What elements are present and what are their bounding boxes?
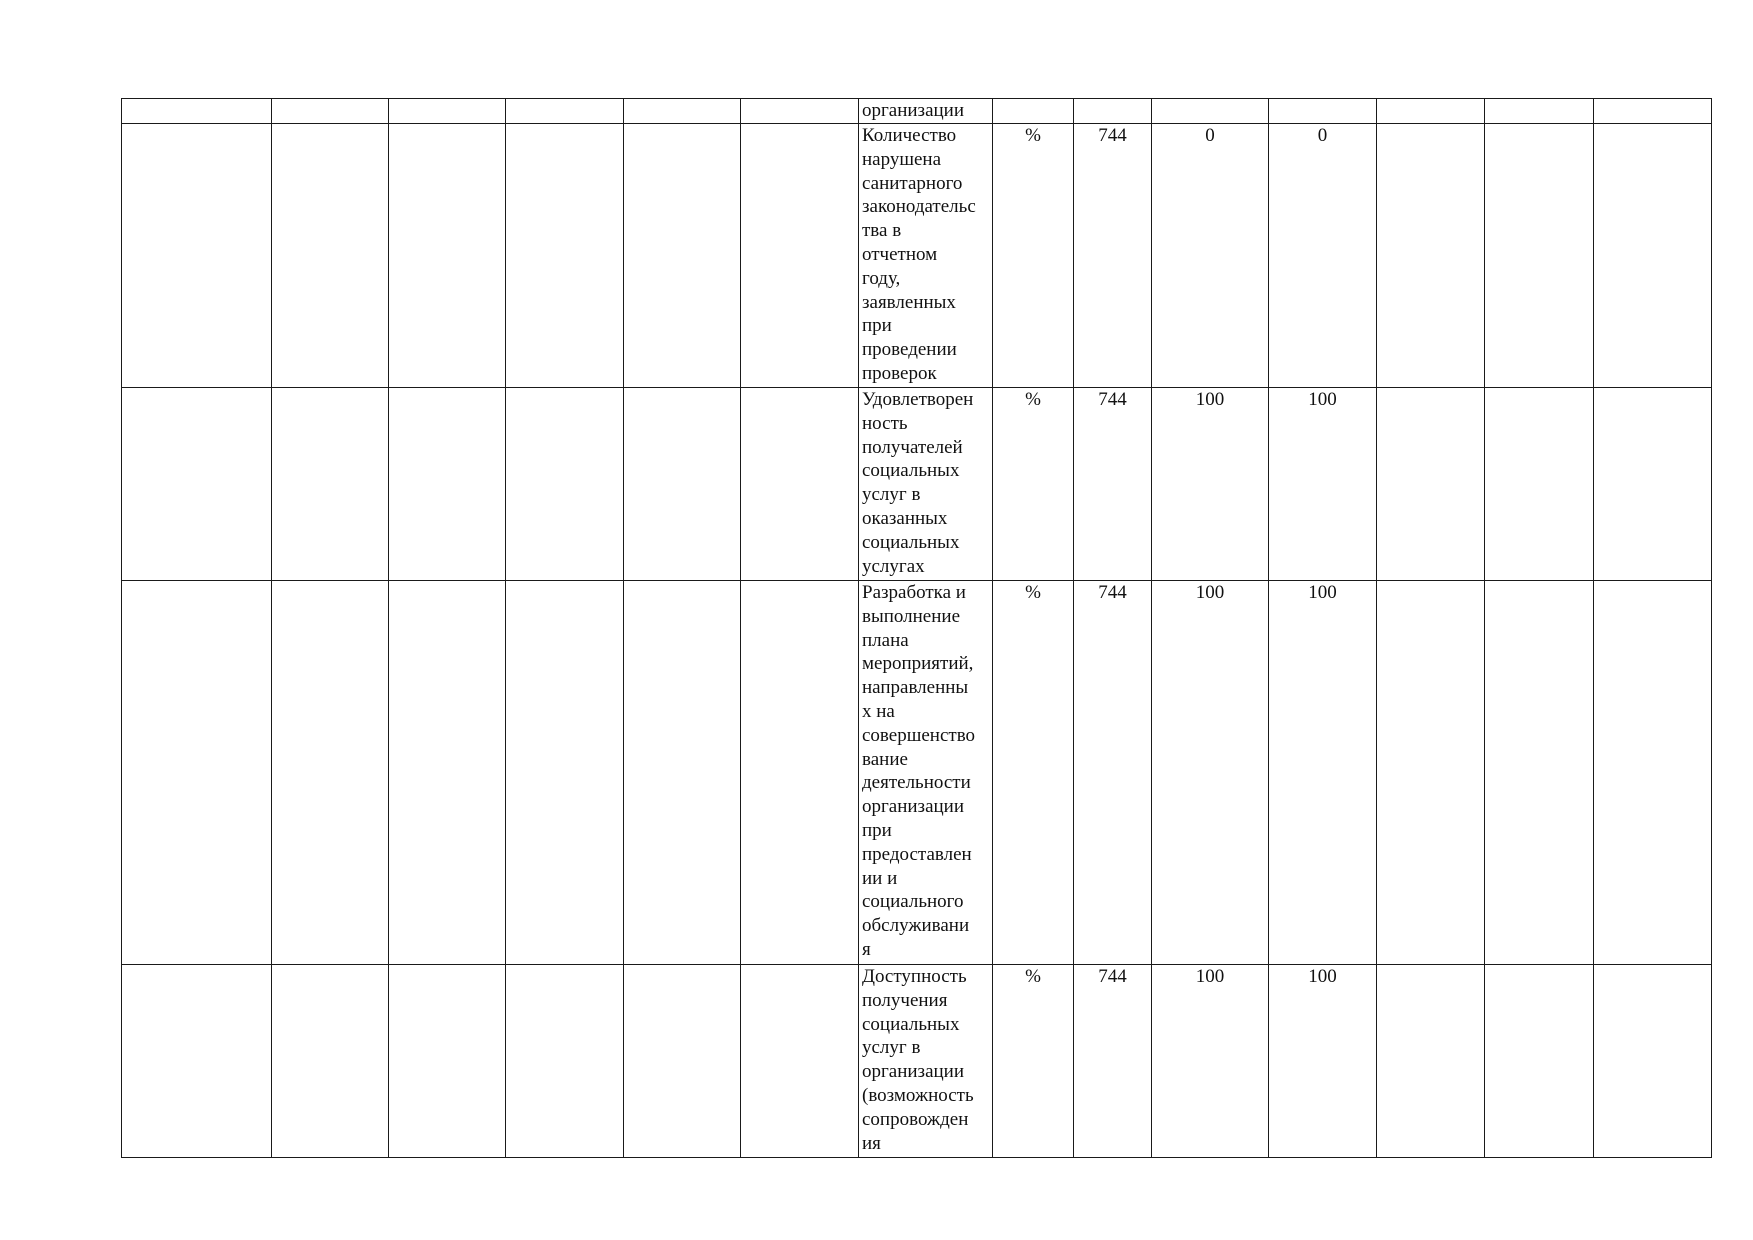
empty-cell bbox=[122, 581, 272, 965]
value-a-cell: 100 bbox=[1152, 965, 1269, 1158]
empty-cell bbox=[741, 965, 859, 1158]
unit-cell: % bbox=[993, 388, 1074, 581]
value-b-cell: 100 bbox=[1269, 581, 1377, 965]
unit-cell: % bbox=[993, 124, 1074, 388]
empty-cell bbox=[272, 581, 389, 965]
empty-cell bbox=[624, 99, 741, 124]
empty-cell bbox=[272, 124, 389, 388]
empty-cell bbox=[389, 99, 506, 124]
empty-cell bbox=[506, 388, 624, 581]
empty-cell bbox=[122, 965, 272, 1158]
empty-cell bbox=[272, 388, 389, 581]
empty-cell bbox=[1377, 124, 1485, 388]
empty-cell bbox=[1377, 388, 1485, 581]
empty-cell bbox=[389, 124, 506, 388]
empty-cell bbox=[389, 965, 506, 1158]
value-a-cell bbox=[1152, 99, 1269, 124]
code-cell bbox=[1074, 99, 1152, 124]
table-row bbox=[122, 124, 1712, 388]
empty-cell bbox=[1485, 99, 1594, 124]
unit-cell: % bbox=[993, 581, 1074, 965]
empty-cell bbox=[506, 99, 624, 124]
table-row bbox=[122, 581, 1712, 965]
value-a-cell: 100 bbox=[1152, 581, 1269, 965]
indicator-name-cell: Количество нарушена санитарного законодательс тва в отчетном году, заявленных при проведении проверок bbox=[859, 124, 993, 388]
empty-cell bbox=[1594, 581, 1712, 965]
empty-cell bbox=[624, 965, 741, 1158]
empty-cell bbox=[1485, 388, 1594, 581]
indicator-name-cell: Удовлетворен ность получателей социальных услуг в оказанных социальных услугах bbox=[859, 388, 993, 581]
indicator-name-cell: организации bbox=[859, 99, 993, 124]
value-b-cell: 100 bbox=[1269, 388, 1377, 581]
unit-cell bbox=[993, 99, 1074, 124]
code-cell: 744 bbox=[1074, 124, 1152, 388]
empty-cell bbox=[389, 388, 506, 581]
empty-cell bbox=[506, 124, 624, 388]
empty-cell bbox=[389, 581, 506, 965]
empty-cell bbox=[624, 581, 741, 965]
indicator-name-cell: Разработка и выполнение плана мероприятий, направленны х на совершенство вание деятельности организации при предоставлен ии и социального обслуживани я bbox=[859, 581, 993, 965]
indicator-table bbox=[121, 98, 1712, 1158]
empty-cell bbox=[1485, 965, 1594, 1158]
empty-cell bbox=[741, 124, 859, 388]
empty-cell bbox=[272, 965, 389, 1158]
code-cell: 744 bbox=[1074, 388, 1152, 581]
value-b-cell bbox=[1269, 99, 1377, 124]
table-row bbox=[122, 965, 1712, 1158]
empty-cell bbox=[741, 581, 859, 965]
indicator-name-cell: Доступность получения социальных услуг в организации (возможность сопровожден ия bbox=[859, 965, 993, 1158]
empty-cell bbox=[506, 581, 624, 965]
value-a-cell: 100 bbox=[1152, 388, 1269, 581]
empty-cell bbox=[1594, 965, 1712, 1158]
empty-cell bbox=[506, 965, 624, 1158]
code-cell: 744 bbox=[1074, 581, 1152, 965]
empty-cell bbox=[1594, 124, 1712, 388]
empty-cell bbox=[122, 99, 272, 124]
empty-cell bbox=[624, 124, 741, 388]
empty-cell bbox=[741, 388, 859, 581]
empty-cell bbox=[1485, 124, 1594, 388]
value-b-cell: 0 bbox=[1269, 124, 1377, 388]
empty-cell bbox=[1594, 388, 1712, 581]
empty-cell bbox=[1485, 581, 1594, 965]
value-b-cell: 100 bbox=[1269, 965, 1377, 1158]
empty-cell bbox=[272, 99, 389, 124]
unit-cell: % bbox=[993, 965, 1074, 1158]
empty-cell bbox=[122, 124, 272, 388]
table-row bbox=[122, 99, 1712, 124]
empty-cell bbox=[1594, 99, 1712, 124]
empty-cell bbox=[1377, 581, 1485, 965]
empty-cell bbox=[1377, 99, 1485, 124]
code-cell: 744 bbox=[1074, 965, 1152, 1158]
table-row bbox=[122, 388, 1712, 581]
empty-cell bbox=[122, 388, 272, 581]
empty-cell bbox=[1377, 965, 1485, 1158]
empty-cell bbox=[624, 388, 741, 581]
empty-cell bbox=[741, 99, 859, 124]
value-a-cell: 0 bbox=[1152, 124, 1269, 388]
